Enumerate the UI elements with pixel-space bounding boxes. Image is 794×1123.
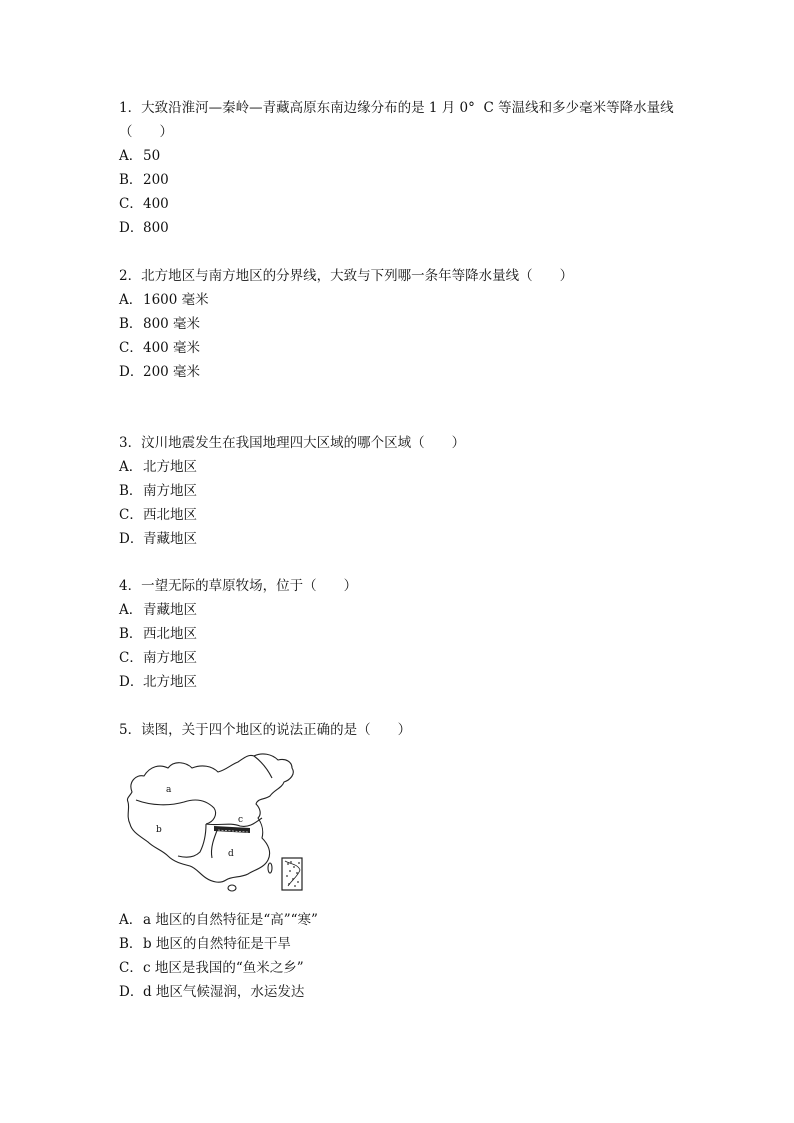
question-stem: 2．北方地区与南方地区的分界线，大致与下列哪一条年等降水量线（ ）	[119, 268, 574, 284]
option-c: C．南方地区	[119, 650, 197, 666]
region-label-b: b	[156, 825, 162, 835]
qinling-huaihe-band	[214, 826, 250, 833]
option-b: B．南方地区	[119, 483, 197, 499]
option-c: C．西北地区	[119, 507, 197, 523]
region-label-d: d	[228, 849, 234, 859]
region-a-boundary	[136, 800, 216, 824]
question-2	[119, 264, 679, 384]
question-stem: 5．读图，关于四个地区的说法正确的是（ ）	[119, 722, 412, 738]
question-5-options	[119, 908, 679, 1004]
option-c: C．400 毫米	[119, 340, 201, 356]
question-stem: 3．汶川地震发生在我国地理四大区域的哪个区域（ ）	[119, 435, 466, 451]
question-1	[119, 96, 679, 240]
question-stem: 1．大致沿淮河—秦岭—青藏高原东南边缘分布的是 1 月 0° C 等温线和多少毫米等降水量线（ ）	[119, 100, 674, 140]
option-c: C．c 地区是我国的“鱼米之乡”	[119, 960, 304, 976]
option-b: B．b 地区的自然特征是干旱	[119, 936, 291, 952]
region-label-a: a	[166, 785, 172, 795]
option-b: B．200	[119, 172, 169, 188]
option-b: B．800 毫米	[119, 316, 201, 332]
option-a: A．a 地区的自然特征是“高”“寒”	[119, 912, 318, 928]
option-c: C．400	[119, 196, 169, 212]
option-b: B．西北地区	[119, 626, 197, 642]
question-stem: 4．一望无际的草原牧场，位于（ ）	[119, 578, 358, 594]
option-a: A．1600 毫米	[119, 292, 209, 308]
option-d: D．800	[119, 220, 169, 236]
china-outline	[127, 754, 293, 882]
option-d: D．200 毫米	[119, 364, 201, 380]
option-a: A．北方地区	[119, 459, 197, 475]
option-a: A．青藏地区	[119, 602, 197, 618]
china-regions-map	[122, 752, 306, 894]
option-d: D．北方地区	[119, 674, 197, 690]
question-3	[119, 431, 679, 551]
region-label-c: c	[238, 815, 244, 825]
question-5	[119, 718, 679, 742]
option-a: A．50	[119, 148, 161, 164]
south-china-sea-inset	[282, 858, 302, 890]
option-d: D．青藏地区	[119, 531, 197, 547]
region-b-boundary	[178, 824, 206, 857]
option-d: D．d 地区气候湿润，水运发达	[119, 984, 305, 1000]
divide-line	[206, 818, 262, 826]
question-4	[119, 574, 679, 694]
region-d-boundary	[211, 828, 218, 858]
